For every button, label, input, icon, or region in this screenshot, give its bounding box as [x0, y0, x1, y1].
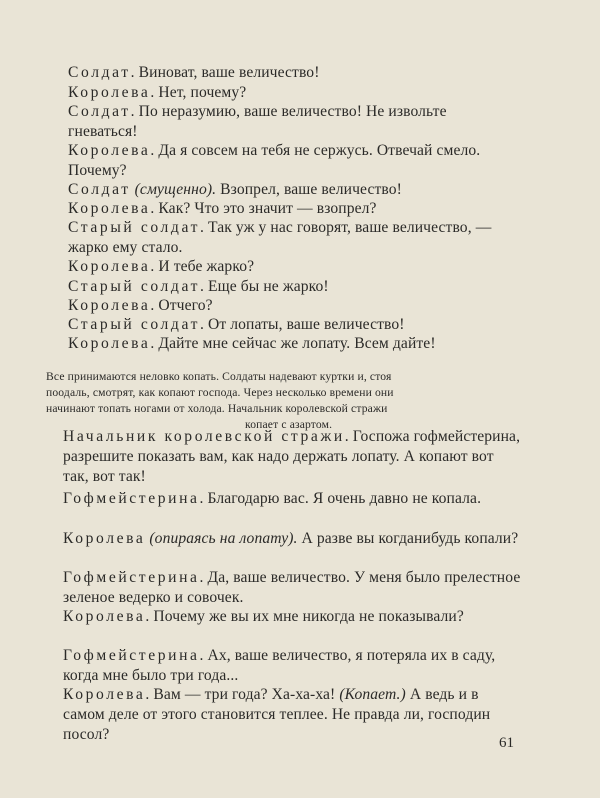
dialogue-text: . Да, ваше величество. У меня было прелестное зеленое ведерко и совочек. — [63, 569, 521, 606]
dialogue-line — [63, 489, 521, 509]
speaker-name: Гофмейстерина — [63, 647, 200, 664]
speaker-name: Королева — [68, 335, 151, 352]
speaker-name: Начальник королевской стражи — [63, 428, 345, 445]
dialogue-line — [63, 607, 521, 627]
speaker-name: Старый солдат — [68, 219, 200, 236]
stage-direction-line: копает с азартом. — [245, 418, 333, 431]
dialogue-line — [68, 180, 402, 200]
dialogue-text: Взопрел, ваше величество! — [216, 181, 402, 198]
dialogue-line — [68, 199, 377, 219]
stage-direction-line: Все принимаются неловко копать. Солдаты надевают куртки и, стоя — [46, 370, 392, 383]
speaker-name: Солдат — [68, 103, 131, 120]
dialogue-line — [68, 277, 329, 297]
speaker-name: Гофмейстерина — [63, 569, 200, 586]
stage-direction-line: начинают топать ногами от холода. Начальник королевской стражи — [46, 402, 388, 415]
dialogue-line — [63, 568, 521, 608]
dialogue-line — [68, 257, 254, 277]
dialogue-line — [63, 529, 521, 549]
dialogue-text: . Почему же вы их мне никогда не показывали? — [145, 608, 464, 625]
dialogue-line — [63, 646, 521, 686]
dialogue-line — [63, 427, 521, 487]
dialogue-text: . Да я совсем на тебя не сержусь. Отвечай смело. Почему? — [68, 142, 481, 179]
stage-remark: (опираясь на лопату). — [149, 530, 298, 547]
speaker-name: Старый солдат — [68, 316, 200, 333]
dialogue-text: . Нет, почему? — [150, 84, 247, 101]
speaker-name: Королева — [68, 142, 151, 159]
dialogue-text: . Виноват, ваше величество! — [130, 64, 320, 81]
dialogue-text: . По неразумию, ваше величество! Не извольте гневаться! — [68, 103, 447, 140]
dialogue-line — [68, 218, 520, 258]
speaker-name: Королева — [63, 530, 146, 547]
dialogue-line — [68, 83, 246, 103]
dialogue-text: . Отчего? — [150, 297, 213, 314]
dialogue-text: . Как? Что это значит — взопрел? — [150, 200, 377, 217]
speaker-name: Королева — [68, 84, 151, 101]
dialogue-text: . Вам — три года? Ха-ха-ха! — [145, 686, 340, 703]
speaker-name: Королева — [63, 686, 146, 703]
dialogue-text: . И тебе жарко? — [150, 258, 255, 275]
dialogue-text: А разве вы когданибудь копали? — [297, 530, 519, 547]
dialogue-line — [68, 296, 213, 316]
stage-direction-line: поодаль, смотрят, как копают господа. Через несколько времени они — [46, 386, 394, 399]
dialogue-line — [68, 102, 520, 142]
speaker-name: Королева — [68, 297, 151, 314]
speaker-name: Солдат — [68, 181, 131, 198]
dialogue-text: . Дайте мне сейчас же лопату. Всем дайте! — [150, 335, 436, 352]
dialogue-text: . От лопаты, ваше величество! — [200, 316, 405, 333]
speaker-name: Королева — [63, 608, 146, 625]
dialogue-line — [68, 63, 320, 83]
speaker-name: Королева — [68, 200, 151, 217]
dialogue-line — [68, 334, 436, 354]
dialogue-text: А ведь и в самом деле от этого становится теплее. Не правда ли, господин посол? — [63, 686, 491, 743]
speaker-name: Гофмейстерина — [63, 490, 200, 507]
dialogue-text: . Еще бы не жарко! — [200, 278, 329, 295]
speaker-name: Старый солдат — [68, 278, 200, 295]
page-number: 61 — [499, 735, 514, 751]
dialogue-line — [68, 141, 520, 181]
stage-remark: (Копает.) — [339, 686, 406, 703]
dialogue-text: . Ах, ваше величество, я потеряла их в саду, когда мне было три года... — [63, 647, 496, 684]
dialogue-line — [68, 315, 405, 335]
stage-remark: (смущенно). — [134, 181, 217, 198]
dialogue-text: . Так уж у нас говорят, ваше величество, — жарко ему стало. — [68, 219, 492, 256]
dialogue-text: . Благодарю вас. Я очень давно не копала. — [199, 490, 482, 507]
speaker-name: Королева — [68, 258, 151, 275]
dialogue-line — [63, 685, 521, 745]
dialogue-text: . Госпожа гофмейстерина, разрешите показать вам, как надо держать лопату. А копают вот так, вот так! — [63, 428, 521, 485]
speaker-name: Солдат — [68, 64, 131, 81]
